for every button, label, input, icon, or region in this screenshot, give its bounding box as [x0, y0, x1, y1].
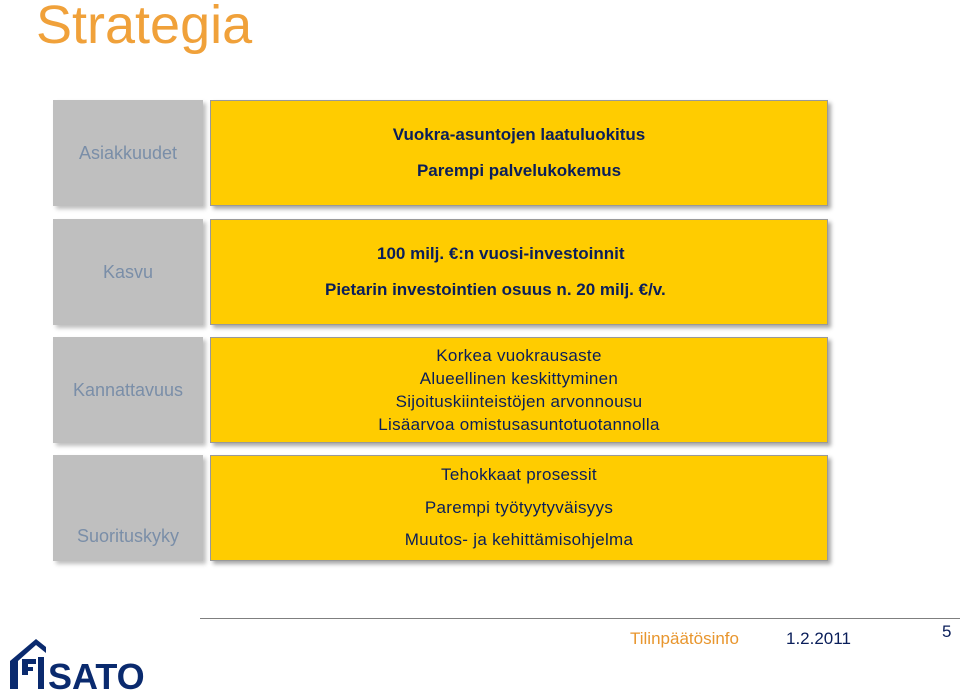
footer-divider	[200, 618, 960, 619]
house-icon	[6, 633, 166, 693]
content-line: Korkea vuokrausaste	[436, 346, 602, 365]
slide-title: Strategia	[36, 0, 253, 55]
content-line: Parempi palvelukokemus	[416, 161, 622, 180]
content-box-kasvu	[210, 219, 828, 325]
label-asiakkuudet	[53, 100, 203, 206]
content-box-kannattavuus	[210, 337, 828, 443]
content-box-asiakkuudet	[210, 100, 828, 206]
footer-org: Tilinpäätösinfo	[630, 629, 739, 648]
content-line: 100 milj. €:n vuosi-investoinnit	[377, 243, 625, 263]
page-number: 5	[942, 622, 952, 641]
label-text: Kasvu	[102, 261, 154, 282]
content-line: Muutos- ja kehittämisohjelma	[404, 530, 634, 550]
label-text: Kannattavuus	[72, 379, 184, 400]
label-kasvu	[53, 219, 203, 325]
content-line: Lisäarvoa omistusasuntotuotannolla	[378, 415, 660, 434]
content-line: Sijoituskiinteistöjen arvonnousu	[395, 392, 643, 411]
sato-logo	[6, 633, 166, 693]
content-line: Parempi työtyytyväisyys	[424, 497, 614, 517]
label-kannattavuus	[53, 337, 203, 443]
content-line: Alueellinen keskittyminen	[419, 369, 619, 388]
logo-text: SATO	[48, 656, 145, 693]
content-line: Tehokkaat prosessit	[441, 465, 597, 485]
content-line: Pietarin investointien osuus n. 20 milj. €/v.	[325, 280, 666, 299]
label-text: Suorituskyky	[76, 525, 180, 546]
label-text: Asiakkuudet	[78, 142, 178, 163]
content-box-suorituskyky	[210, 455, 828, 561]
content-line: Vuokra-asuntojen laatuluokitus	[392, 124, 646, 144]
footer-date: 1.2.2011	[786, 629, 851, 648]
label-suorituskyky	[53, 455, 203, 561]
